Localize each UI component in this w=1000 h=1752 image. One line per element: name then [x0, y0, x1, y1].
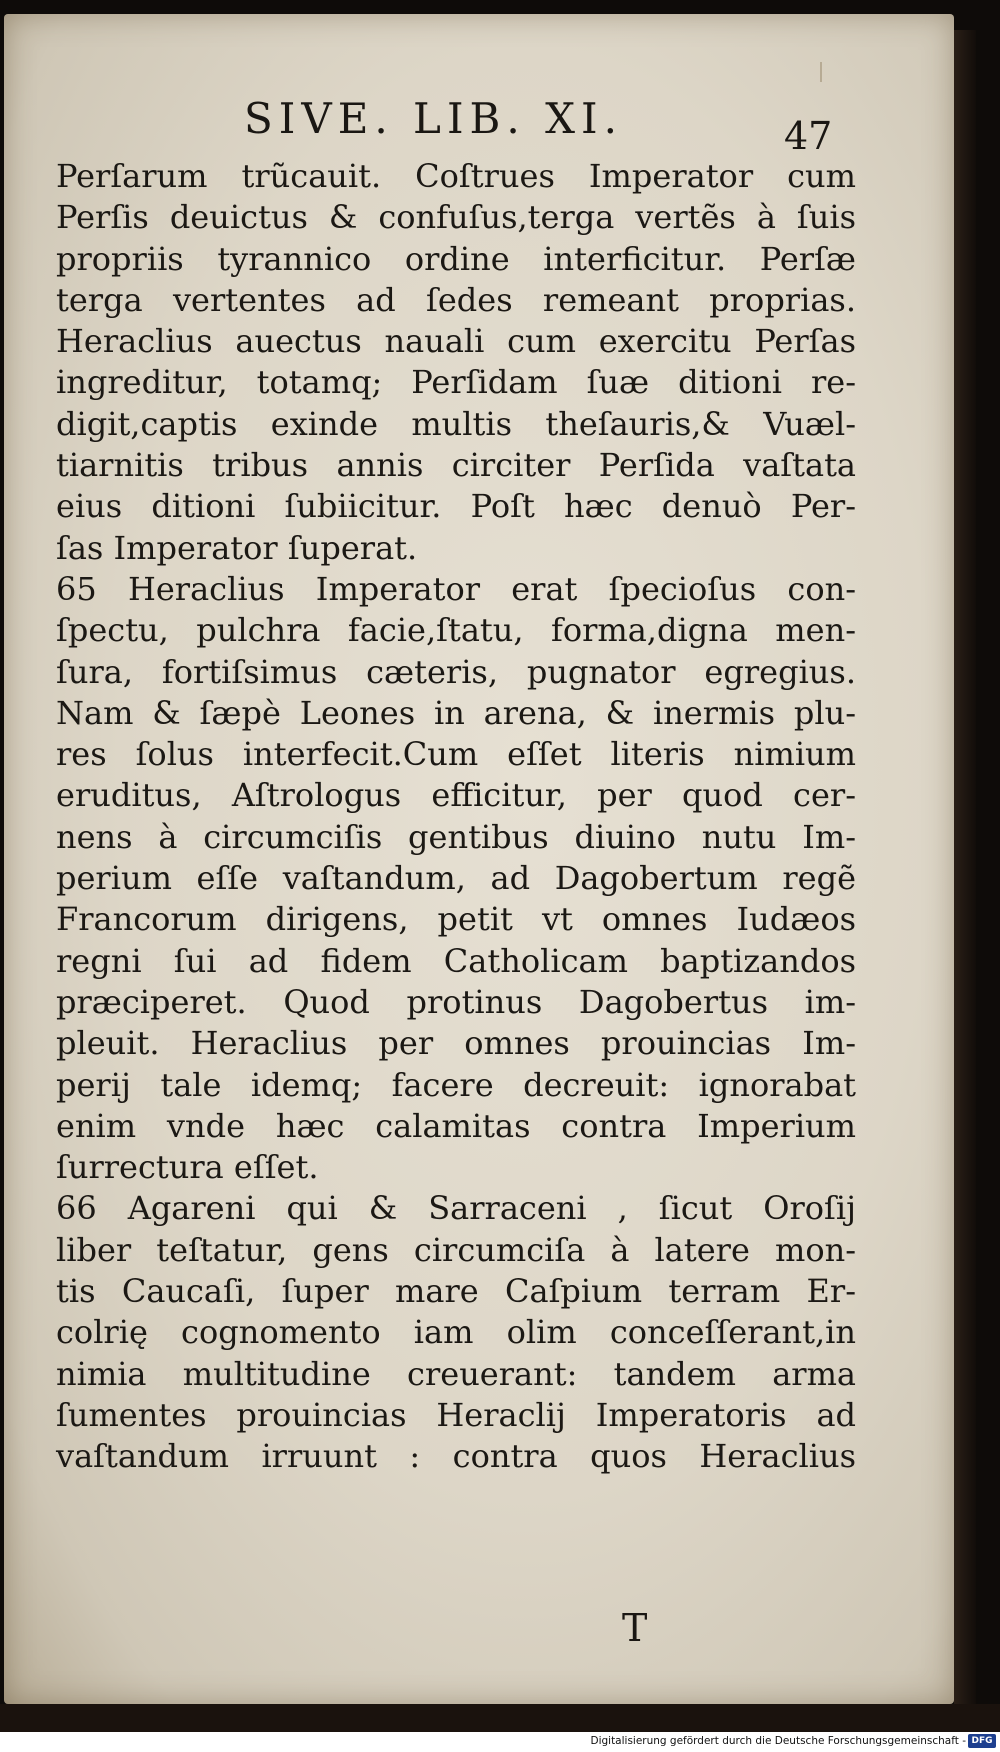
text-line: Francorum dirigens, petit vt omnes Iudæos [56, 900, 856, 939]
dfg-logo[interactable]: DFG [968, 1734, 996, 1748]
text-line: ſurrectura eſſet. [56, 1148, 319, 1187]
running-head: SIVE. LIB. XI. [244, 94, 623, 143]
text-line: regni ſui ad fidem Catholicam baptizandos [56, 941, 856, 980]
page-edge [954, 30, 976, 1710]
text-line: nimia multitudine creuerant: tandem arma [56, 1354, 856, 1393]
book-page [4, 14, 954, 1704]
paragraph-65-start: 65 Heraclius Imperator erat ſpecioſus con- [56, 569, 856, 608]
text-line: Nam & ſæpè Leones in arena, & inermis plu- [56, 693, 856, 732]
text-line: præciperet. Quod protinus Dagobertus im- [56, 982, 856, 1021]
text-line: res ſolus interfecit.Cum eſſet literis nimium [56, 735, 856, 774]
text-line: propriis tyrannico ordine interficitur. Perſæ [56, 239, 856, 278]
text-line: tiarnitis tribus annis circiter Perſida vaſtata [56, 446, 856, 485]
text-line: enim vnde hæc calamitas contra Imperium [56, 1106, 856, 1145]
text-line: ſpectu, pulchra facie,ſtatu, forma,digna men- [56, 611, 856, 650]
text-line: eius ditioni ſubiicitur. Poſt hæc denuò Per- [56, 487, 856, 526]
text-line: perij tale idemq; facere decreuit: ignorabat [56, 1065, 856, 1104]
text-line: colrię cognomento iam olim conceſſerant,in [56, 1313, 856, 1352]
text-line: tis Caucaſi, ſuper mare Caſpium terram Er- [56, 1272, 856, 1311]
text-line: nens à circumciſis gentibus diuino nutu Im- [56, 817, 856, 856]
text-line: terga vertentes ad ſedes remeant proprias. [56, 280, 856, 319]
footer-credit: Digitalisierung gefördert durch die Deutsche Forschungsgemeinschaft - [590, 1735, 966, 1747]
text-line: perium eſſe vaſtandum, ad Dagobertum regẽ [56, 859, 856, 898]
digitization-footer [0, 1732, 1000, 1752]
signature-mark: T [622, 1606, 648, 1650]
text-line: ſas Imperator ſuperat. [56, 528, 418, 567]
page-number: 47 [784, 114, 833, 158]
text-line: ingreditur, totamq; Perſidam ſuæ ditioni re- [56, 363, 856, 402]
text-line: eruditus, Aſtrologus efficitur, per quod cer- [56, 776, 856, 815]
paper-mark [820, 62, 822, 82]
book-edge [0, 1704, 1000, 1732]
text-line: pleuit. Heraclius per omnes prouincias Im- [56, 1024, 856, 1063]
text-line: Perſarum trũcauit. Coſtrues Imperator cum [56, 157, 856, 195]
text-line: ſumentes prouincias Heraclij Imperatoris ad [56, 1395, 856, 1434]
text-line: Heraclius auectus nauali cum exercitu Perſas [56, 322, 856, 361]
text-line: digit,captis exinde multis theſauris,& Vuæl- [56, 404, 856, 443]
text-line: Perſis deuictus & confuſus,terga vertẽs à ſuis [56, 198, 856, 237]
text-line: ſura, fortiſsimus cæteris, pugnator egregius. [56, 652, 856, 691]
text-line: vaſtandum irruunt : contra quos Heraclius [56, 1437, 856, 1476]
paragraph-66-start: 66 Agareni qui & Sarraceni , ſicut Oroſij [56, 1189, 856, 1228]
text-line: liber teſtatur, gens circumciſa à latere mon- [56, 1230, 856, 1269]
body-text [56, 156, 856, 1478]
